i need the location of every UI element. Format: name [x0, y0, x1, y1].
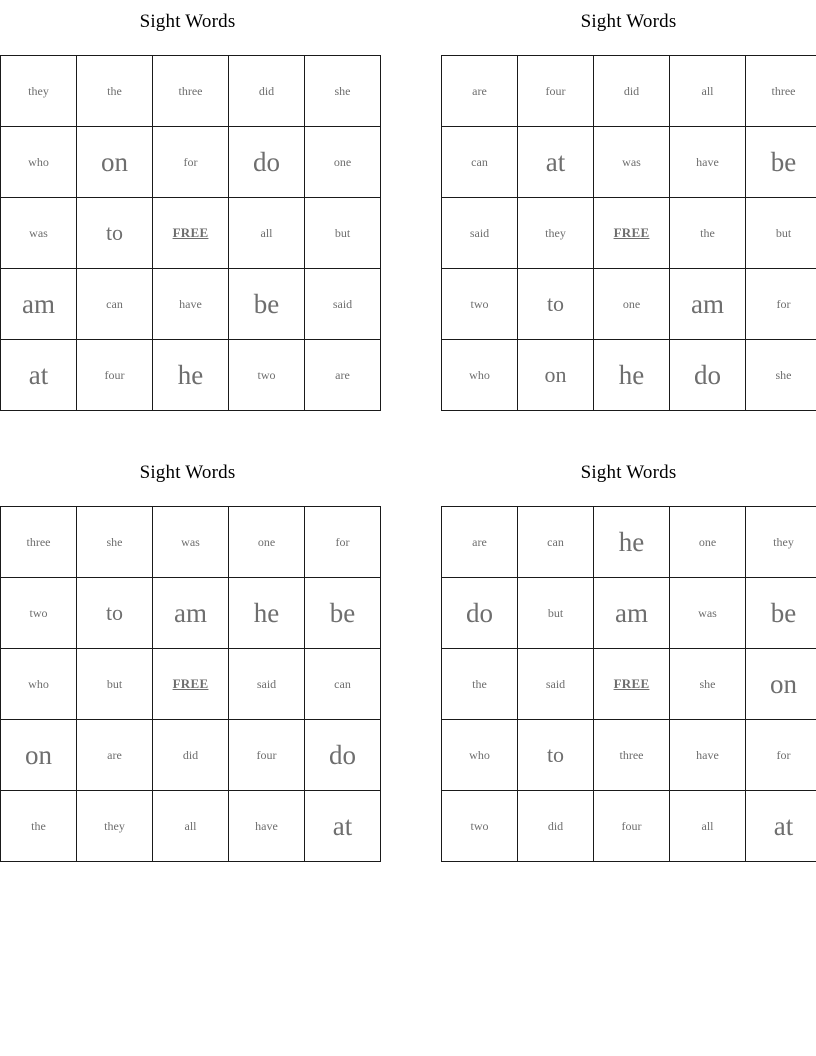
bingo-cell[interactable]: at: [518, 127, 594, 198]
bingo-free-cell[interactable]: FREE: [153, 198, 229, 269]
bingo-cell[interactable]: at: [305, 791, 381, 862]
bingo-cell[interactable]: the: [77, 56, 153, 127]
bingo-cell[interactable]: be: [229, 269, 305, 340]
bingo-row: [442, 127, 816, 198]
bingo-cell[interactable]: be: [305, 578, 381, 649]
bingo-row: [1, 720, 381, 791]
bingo-cell[interactable]: for: [746, 720, 816, 791]
bingo-free-cell[interactable]: FREE: [594, 198, 670, 269]
bingo-cell[interactable]: but: [518, 578, 594, 649]
bingo-card-top-right: [441, 10, 816, 411]
bingo-cell[interactable]: are: [305, 340, 381, 411]
bingo-row: [1, 507, 381, 578]
bingo-cell[interactable]: but: [77, 649, 153, 720]
bingo-cell[interactable]: who: [442, 340, 518, 411]
bingo-cell[interactable]: do: [670, 340, 746, 411]
bingo-cell[interactable]: the: [442, 649, 518, 720]
bingo-cell[interactable]: four: [77, 340, 153, 411]
bingo-cell[interactable]: she: [77, 507, 153, 578]
bingo-cell[interactable]: to: [77, 578, 153, 649]
bingo-cell[interactable]: said: [518, 649, 594, 720]
bingo-cell[interactable]: one: [594, 269, 670, 340]
card-title: Sight Words: [139, 462, 236, 483]
bingo-cell[interactable]: to: [77, 198, 153, 269]
bingo-cell[interactable]: am: [594, 578, 670, 649]
bingo-cell[interactable]: do: [305, 720, 381, 791]
bingo-row: [442, 56, 816, 127]
bingo-cell[interactable]: one: [229, 507, 305, 578]
bingo-cell[interactable]: all: [229, 198, 305, 269]
bingo-cell[interactable]: for: [746, 269, 816, 340]
bingo-cell[interactable]: they: [77, 791, 153, 862]
bingo-cell[interactable]: the: [670, 198, 746, 269]
bingo-row: [442, 507, 816, 578]
bingo-cell[interactable]: for: [305, 507, 381, 578]
bingo-row: [1, 127, 381, 198]
bingo-cell[interactable]: two: [229, 340, 305, 411]
bingo-cell[interactable]: they: [1, 56, 77, 127]
bingo-cell[interactable]: have: [229, 791, 305, 862]
bingo-cell[interactable]: are: [77, 720, 153, 791]
bingo-row: [442, 198, 816, 269]
bingo-cell[interactable]: do: [229, 127, 305, 198]
bingo-cell[interactable]: who: [1, 127, 77, 198]
bingo-row: [442, 720, 816, 791]
bingo-grid: [441, 506, 816, 862]
bingo-cell[interactable]: can: [77, 269, 153, 340]
bingo-cell[interactable]: all: [670, 56, 746, 127]
bingo-cell[interactable]: on: [77, 127, 153, 198]
bingo-grid: [0, 506, 381, 862]
bingo-cell[interactable]: the: [1, 791, 77, 862]
bingo-cell[interactable]: was: [1, 198, 77, 269]
bingo-cell[interactable]: but: [746, 198, 816, 269]
bingo-cell[interactable]: they: [518, 198, 594, 269]
bingo-free-cell[interactable]: FREE: [594, 649, 670, 720]
bingo-row: [442, 269, 816, 340]
bingo-cell[interactable]: did: [518, 791, 594, 862]
bingo-cell[interactable]: who: [442, 720, 518, 791]
bingo-cell[interactable]: but: [305, 198, 381, 269]
bingo-row: [442, 649, 816, 720]
bingo-cell[interactable]: two: [442, 269, 518, 340]
card-title: Sight Words: [139, 11, 236, 32]
bingo-row: [442, 791, 816, 862]
bingo-cell[interactable]: he: [229, 578, 305, 649]
bingo-cell[interactable]: three: [746, 56, 816, 127]
bingo-cell[interactable]: four: [518, 56, 594, 127]
bingo-row: [1, 578, 381, 649]
bingo-card-bottom-right: [441, 461, 816, 862]
bingo-row: [1, 198, 381, 269]
bingo-cell[interactable]: one: [670, 507, 746, 578]
bingo-cell[interactable]: can: [442, 127, 518, 198]
bingo-card-top-left: [0, 10, 375, 411]
bingo-cell[interactable]: they: [746, 507, 816, 578]
bingo-row: [442, 578, 816, 649]
bingo-cell[interactable]: was: [153, 507, 229, 578]
bingo-row: [442, 340, 816, 411]
bingo-row: [1, 269, 381, 340]
bingo-grid: [0, 55, 381, 411]
bingo-cell[interactable]: did: [229, 56, 305, 127]
bingo-cell[interactable]: at: [1, 340, 77, 411]
bingo-cell[interactable]: have: [153, 269, 229, 340]
bingo-cell[interactable]: he: [594, 507, 670, 578]
bingo-cell[interactable]: on: [518, 340, 594, 411]
bingo-cell[interactable]: three: [1, 507, 77, 578]
bingo-cell[interactable]: he: [594, 340, 670, 411]
bingo-cell[interactable]: said: [442, 198, 518, 269]
bingo-row: [1, 56, 381, 127]
bingo-cell[interactable]: to: [518, 720, 594, 791]
bingo-cell[interactable]: one: [305, 127, 381, 198]
bingo-cell[interactable]: am: [1, 269, 77, 340]
bingo-cell[interactable]: was: [670, 578, 746, 649]
bingo-cell[interactable]: all: [670, 791, 746, 862]
bingo-cell[interactable]: three: [153, 56, 229, 127]
bingo-cell[interactable]: he: [153, 340, 229, 411]
bingo-cell[interactable]: can: [518, 507, 594, 578]
bingo-cell[interactable]: did: [594, 56, 670, 127]
bingo-cell[interactable]: was: [594, 127, 670, 198]
bingo-cell[interactable]: who: [1, 649, 77, 720]
bingo-cell[interactable]: she: [305, 56, 381, 127]
bingo-cell[interactable]: to: [518, 269, 594, 340]
bingo-cell[interactable]: are: [442, 56, 518, 127]
bingo-cell[interactable]: all: [153, 791, 229, 862]
bingo-cell[interactable]: do: [442, 578, 518, 649]
bingo-row: [1, 649, 381, 720]
bingo-card-bottom-left: [0, 461, 375, 862]
bingo-cell[interactable]: said: [305, 269, 381, 340]
bingo-cell[interactable]: am: [153, 578, 229, 649]
bingo-cell[interactable]: have: [670, 127, 746, 198]
bingo-cell[interactable]: on: [746, 649, 816, 720]
bingo-cell[interactable]: am: [670, 269, 746, 340]
card-title: Sight Words: [580, 11, 677, 32]
bingo-cell[interactable]: two: [1, 578, 77, 649]
bingo-row: [1, 791, 381, 862]
bingo-cell[interactable]: two: [442, 791, 518, 862]
bingo-cell[interactable]: can: [305, 649, 381, 720]
bingo-cell[interactable]: said: [229, 649, 305, 720]
bingo-cell[interactable]: be: [746, 127, 816, 198]
card-title: Sight Words: [580, 462, 677, 483]
bingo-cell[interactable]: four: [594, 791, 670, 862]
bingo-cell[interactable]: four: [229, 720, 305, 791]
bingo-cell[interactable]: she: [746, 340, 816, 411]
bingo-cell[interactable]: three: [594, 720, 670, 791]
bingo-grid: [441, 55, 816, 411]
bingo-cell[interactable]: did: [153, 720, 229, 791]
bingo-cell[interactable]: be: [746, 578, 816, 649]
bingo-cell[interactable]: have: [670, 720, 746, 791]
bingo-free-cell[interactable]: FREE: [153, 649, 229, 720]
bingo-cell[interactable]: are: [442, 507, 518, 578]
bingo-cell[interactable]: at: [746, 791, 816, 862]
bingo-cell[interactable]: on: [1, 720, 77, 791]
bingo-row: [1, 340, 381, 411]
bingo-cell[interactable]: she: [670, 649, 746, 720]
bingo-cell[interactable]: for: [153, 127, 229, 198]
